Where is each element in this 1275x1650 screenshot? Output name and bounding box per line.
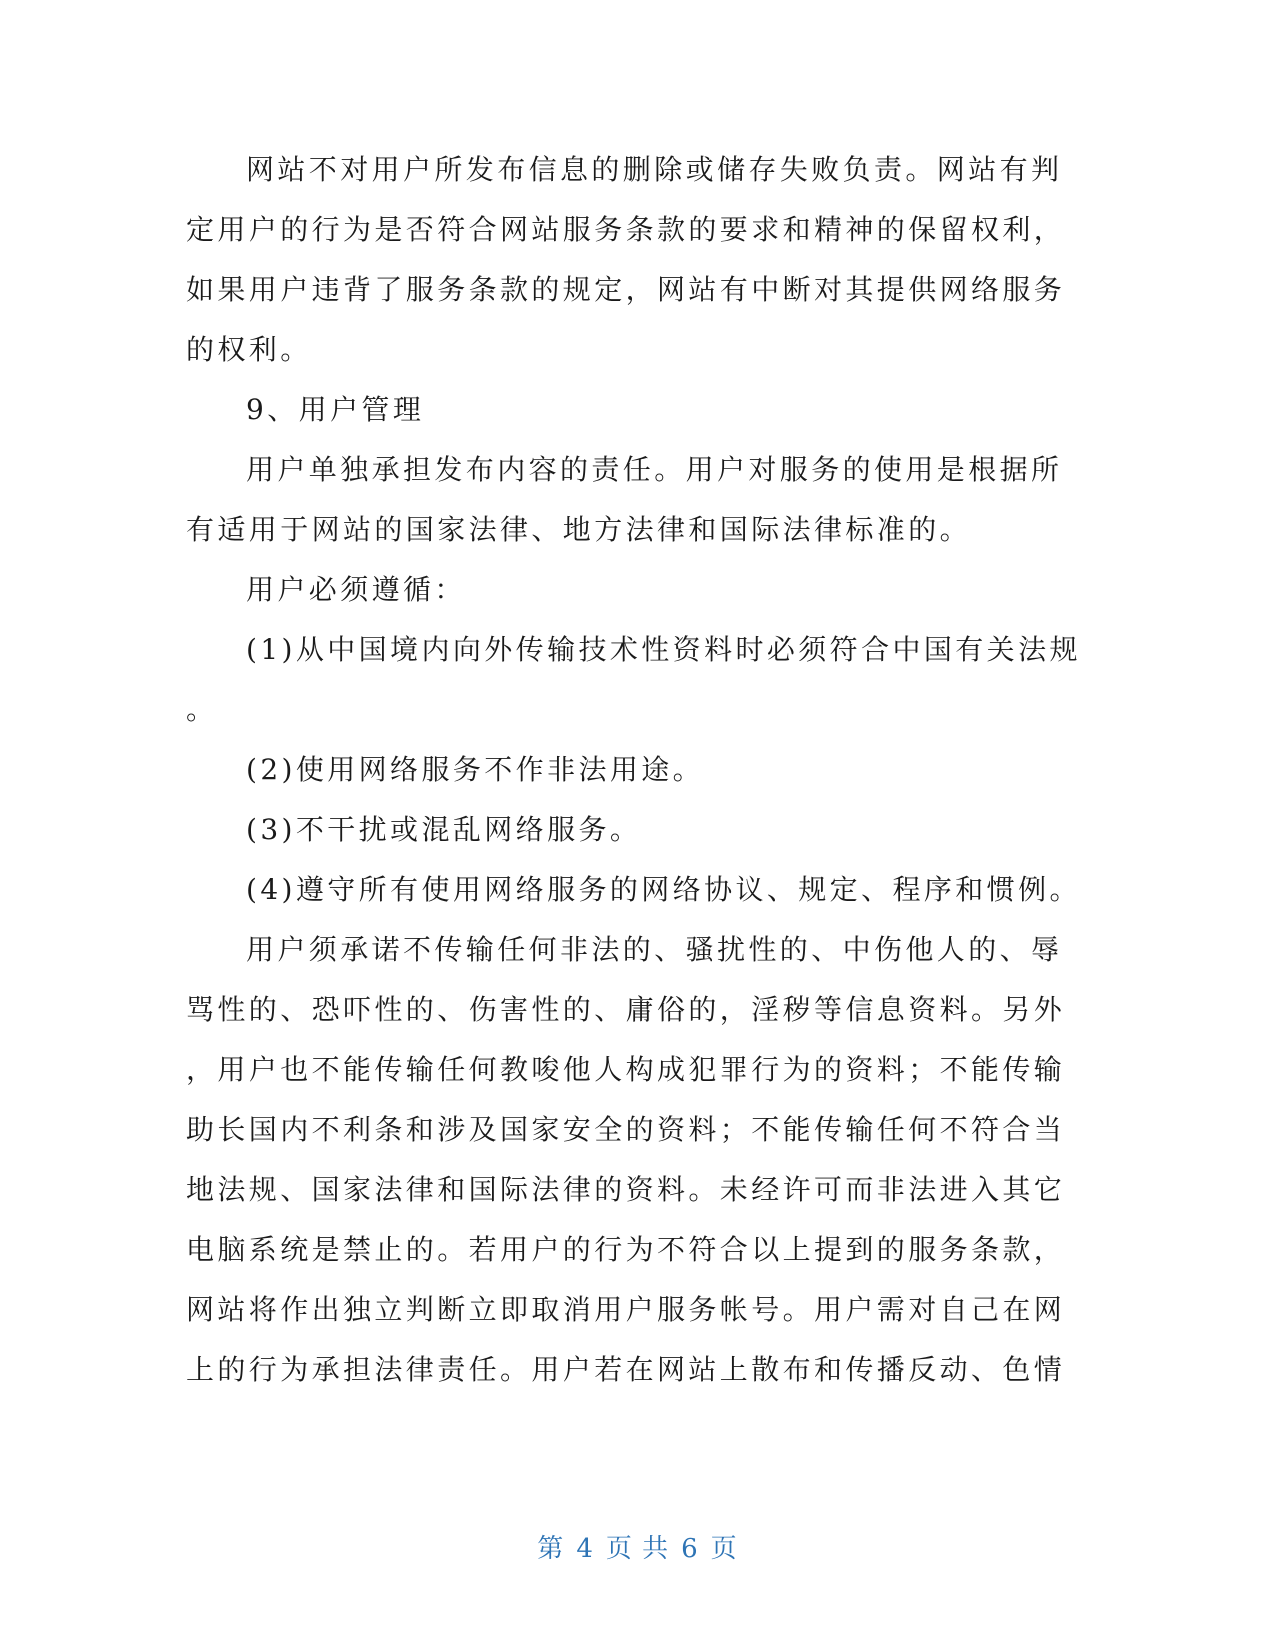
- paragraph-line: 如果用户违背了服务条款的规定，网站有中断对其提供网络服务: [186, 273, 1066, 306]
- footer-suffix: 页: [710, 1534, 738, 1564]
- paragraph-line: 电脑系统是禁止的。若用户的行为不符合以上提到的服务条款，: [186, 1233, 1066, 1266]
- paragraph-line: 助长国内不利条和涉及国家安全的资料；不能传输任何不符合当: [186, 1113, 1066, 1146]
- paragraph-line: 的权利。: [186, 333, 312, 366]
- page-body: [186, 140, 1081, 1400]
- paragraph-line: 定用户的行为是否符合网站服务条款的要求和精神的保留权利，: [186, 213, 1066, 246]
- footer-prefix: 第: [537, 1534, 565, 1564]
- list-item-line: 。: [186, 693, 218, 726]
- paragraph-line: 网站不对用户所发布信息的删除或储存失败负责。网站有判: [246, 153, 1063, 186]
- paragraph-line: 网站将作出独立判断立即取消用户服务帐号。用户需对自己在网: [186, 1293, 1066, 1326]
- paragraph-line: 地法规、国家法律和国际法律的资料。未经许可而非法进入其它: [186, 1173, 1066, 1206]
- paragraph-line: 上的行为承担法律责任。用户若在网站上散布和传播反动、色情: [186, 1353, 1066, 1386]
- list-item-line: (3)不干扰或混乱网络服务。: [246, 813, 642, 846]
- paragraph-line: ，用户也不能传输任何教唆他人构成犯罪行为的资料；不能传输: [186, 1053, 1066, 1086]
- footer-middle: 页 共: [605, 1534, 670, 1564]
- paragraph-line: 用户单独承担发布内容的责任。用户对服务的使用是根据所: [246, 453, 1063, 486]
- footer-total-pages: 6: [681, 1534, 699, 1564]
- section-heading: 9、用户管理: [246, 393, 425, 426]
- page-footer: [0, 1528, 1275, 1565]
- list-item-line: (2)使用网络服务不作非法用途。: [246, 753, 705, 786]
- paragraph-line: 用户须承诺不传输任何非法的、骚扰性的、中伤他人的、辱: [246, 933, 1063, 966]
- list-item-line: (1)从中国境内向外传输技术性资料时必须符合中国有关法规: [246, 633, 1081, 666]
- paragraph-line: 用户必须遵循：: [246, 573, 466, 606]
- paragraph-line: 有适用于网站的国家法律、地方法律和国际法律标准的。: [186, 513, 972, 546]
- list-item-line: (4)遵守所有使用网络服务的网络协议、规定、程序和惯例。: [246, 873, 1081, 906]
- paragraph-line: 骂性的、恐吓性的、伤害性的、庸俗的，淫秽等信息资料。另外: [186, 993, 1066, 1026]
- footer-current-page: 4: [576, 1534, 594, 1564]
